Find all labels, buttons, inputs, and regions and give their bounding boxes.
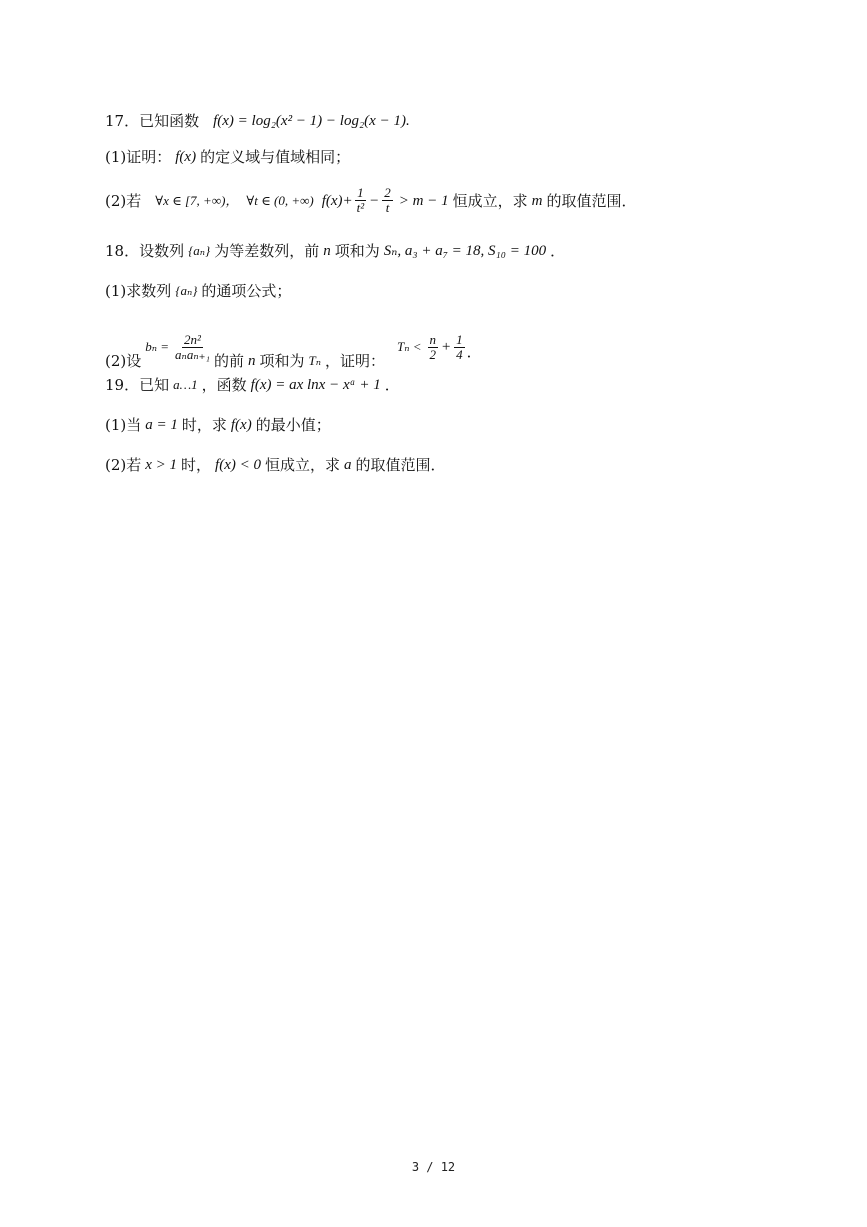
part2-end: ． [466,343,482,361]
b-n-symbol: bₙ = [145,339,170,354]
problem-19-part2 [105,454,446,476]
problem-19-part1 [105,414,331,436]
part2-text: 的前 [213,352,244,370]
sequence-symbol: {aₙ} [175,283,198,298]
part2-text-2: 项和为 [259,352,305,370]
inequality-left: Tₙ < [397,339,422,354]
page-number: 3 / 12 [411,1160,456,1174]
problem-19-formula: f(x) = ax lnx − xᵃ + 1 [250,377,381,393]
part2-text-end: 的取值范围． [355,456,446,474]
part2-inequality: f(x) < 0 [215,457,261,473]
part2-label: (2)若 [105,191,142,210]
part2-f: f(x)+ [321,192,353,209]
part2-text-3: ，证明： [325,352,386,370]
part1-text: 的定义域与值域相同； [200,148,351,166]
fraction-numerator: 2n² [184,331,201,347]
plus-sign: + [441,339,452,355]
fraction-denominator: t [385,200,390,215]
part1-label: (1)当 [105,416,142,434]
part1-label: (1)求数列 [105,282,172,300]
problem-19-condition: a…1 [173,377,198,392]
fraction-1-over-4 [454,333,465,362]
part2-label: (2)设 [105,352,142,370]
fraction-denominator: 2 [429,346,437,362]
minus-sign: − [369,192,380,209]
problem-18-text-2: 项和为 [334,242,380,260]
part2-condition: x > 1 [145,457,178,473]
fraction-1-over-t2 [355,186,367,215]
fraction-denominator: 4 [456,346,463,362]
problem-17-formula: f(x) = log₂(x² − 1) − log₂(x − 1). [213,113,410,129]
part1-text: 的通项公式； [201,282,292,300]
fraction-2-over-t [382,186,393,215]
problem-18-part1 [105,280,291,302]
variable-m: m [531,192,543,209]
part1-label: (1)证明： [105,148,172,166]
problem-18-stem [105,240,565,262]
problem-17-part2 [105,186,636,215]
problem-19-text: ，函数 [201,376,247,394]
fraction-numerator: 2 [384,185,391,200]
variable-n: n [247,353,256,369]
part1-condition: a = 1 [145,417,178,433]
problem-18-text: 为等差数列，前 [214,242,320,260]
problem-17-stem [105,110,414,132]
part2-text-2: 恒成立，求 [264,456,340,474]
part2-text-end: 的取值范围． [546,191,637,210]
problem-18-part2 [105,322,482,372]
problem-18-formula: Sₙ, a₃ + a₇ = 18, S₁₀ = 100 [383,243,547,259]
part1-f: f(x) [230,417,252,433]
fraction-denominator: aₙaₙ₊₁ [175,346,210,362]
fraction-denominator: t² [356,200,365,215]
problem-17-prefix: 17．已知函数 [105,112,200,130]
problem-19-prefix: 19．已知 [105,376,170,394]
part2-text: 恒成立，求 [452,191,528,210]
fraction-numerator: n [429,331,437,347]
fraction-n-over-2 [428,333,439,362]
variable-a: a [344,457,352,473]
inequality-tail: > m − 1 [398,192,449,209]
part2-condition-t: ∀t ∈ (0, +∞) [246,192,314,208]
fraction-numerator: 1 [357,185,364,200]
part2-condition-x: ∀x ∈ [7, +∞)， [155,192,239,208]
problem-17-part1 [105,146,350,168]
fraction-numerator: 1 [456,331,463,347]
problem-18-end: ． [550,242,566,260]
fraction-2n2-over-anan1 [173,333,212,362]
variable-n: n [323,243,331,259]
sequence-symbol: {aₙ} [188,243,211,258]
part1-formula: f(x) [175,149,197,165]
problem-19-end: ． [384,376,400,394]
t-n-symbol: Tₙ [308,353,321,368]
part2-text: 时， [181,456,212,474]
problem-18-prefix: 18．设数列 [105,242,185,260]
part2-label: (2)若 [105,456,142,474]
part1-text-end: 的最小值； [255,416,331,434]
problem-19-stem [105,374,400,396]
part1-text: 时，求 [181,416,227,434]
